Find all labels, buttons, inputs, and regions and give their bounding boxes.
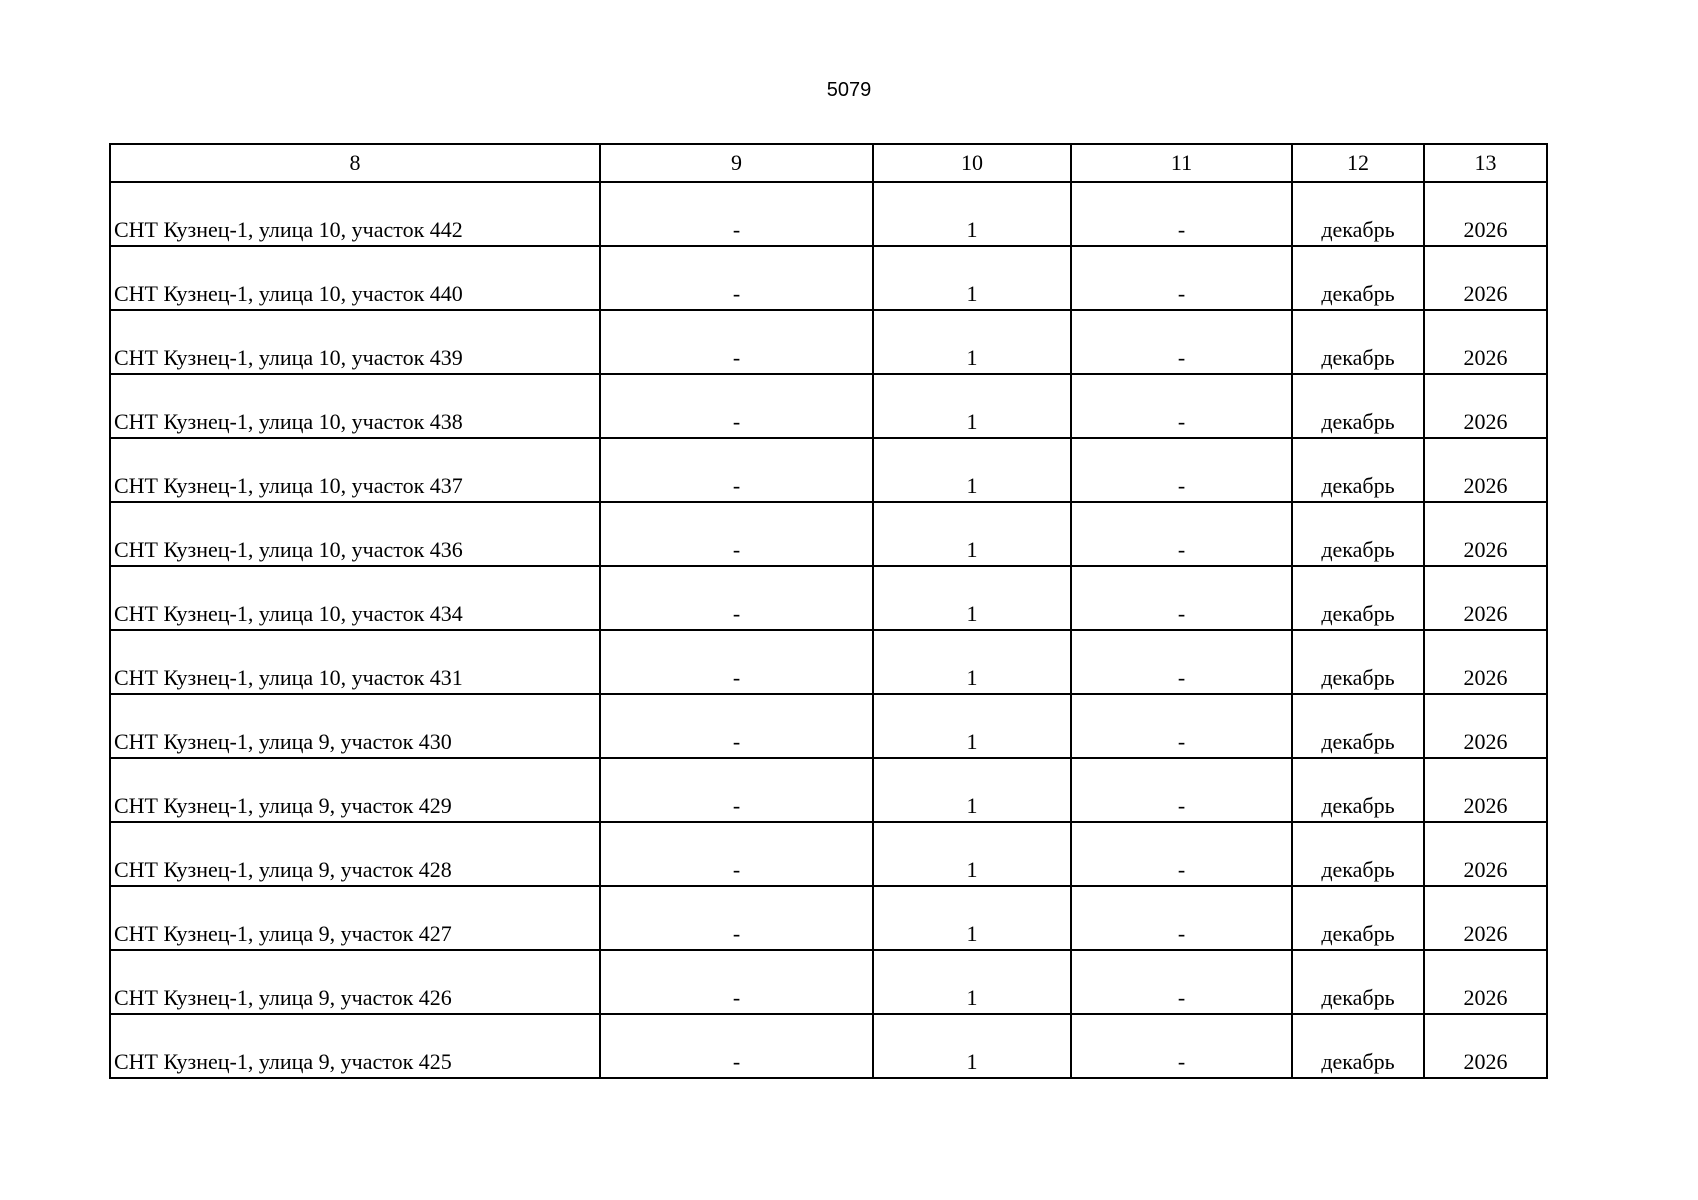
year-cell: 2026	[1424, 886, 1547, 950]
table-row	[110, 822, 1547, 886]
address-cell: СНТ Кузнец-1, улица 9, участок 425	[110, 1014, 600, 1078]
table-row	[110, 246, 1547, 310]
table-row	[110, 886, 1547, 950]
col-11-cell: -	[1071, 950, 1292, 1014]
col-9-cell: -	[600, 694, 873, 758]
address-cell: СНТ Кузнец-1, улица 10, участок 436	[110, 502, 600, 566]
table-row	[110, 950, 1547, 1014]
col-10-cell: 1	[873, 822, 1071, 886]
month-cell: декабрь	[1292, 886, 1424, 950]
address-cell: СНТ Кузнец-1, улица 10, участок 438	[110, 374, 600, 438]
table-header	[110, 144, 1547, 182]
table-row	[110, 758, 1547, 822]
col-11-cell: -	[1071, 758, 1292, 822]
month-cell: декабрь	[1292, 182, 1424, 246]
table-body	[110, 182, 1547, 1078]
table-row	[110, 310, 1547, 374]
year-cell: 2026	[1424, 566, 1547, 630]
col-9-cell: -	[600, 630, 873, 694]
col-11-cell: -	[1071, 246, 1292, 310]
address-cell: СНТ Кузнец-1, улица 9, участок 426	[110, 950, 600, 1014]
year-cell: 2026	[1424, 950, 1547, 1014]
address-cell: СНТ Кузнец-1, улица 9, участок 429	[110, 758, 600, 822]
year-cell: 2026	[1424, 246, 1547, 310]
year-cell: 2026	[1424, 374, 1547, 438]
year-cell: 2026	[1424, 502, 1547, 566]
month-cell: декабрь	[1292, 310, 1424, 374]
col-11-cell: -	[1071, 182, 1292, 246]
month-cell: декабрь	[1292, 758, 1424, 822]
table-row	[110, 1014, 1547, 1078]
table-row	[110, 566, 1547, 630]
col-11-cell: -	[1071, 374, 1292, 438]
header-row	[110, 144, 1547, 182]
year-cell: 2026	[1424, 182, 1547, 246]
month-cell: декабрь	[1292, 822, 1424, 886]
col-9-cell: -	[600, 310, 873, 374]
col-9-cell: -	[600, 374, 873, 438]
column-header: 8	[110, 144, 600, 182]
data-table	[109, 143, 1548, 1079]
address-cell: СНТ Кузнец-1, улица 9, участок 427	[110, 886, 600, 950]
col-10-cell: 1	[873, 950, 1071, 1014]
month-cell: декабрь	[1292, 246, 1424, 310]
col-10-cell: 1	[873, 758, 1071, 822]
col-9-cell: -	[600, 182, 873, 246]
year-cell: 2026	[1424, 630, 1547, 694]
col-10-cell: 1	[873, 182, 1071, 246]
table-row	[110, 694, 1547, 758]
year-cell: 2026	[1424, 822, 1547, 886]
col-10-cell: 1	[873, 630, 1071, 694]
address-cell: СНТ Кузнец-1, улица 9, участок 430	[110, 694, 600, 758]
col-10-cell: 1	[873, 566, 1071, 630]
year-cell: 2026	[1424, 1014, 1547, 1078]
column-header: 10	[873, 144, 1071, 182]
col-10-cell: 1	[873, 502, 1071, 566]
month-cell: декабрь	[1292, 438, 1424, 502]
col-11-cell: -	[1071, 630, 1292, 694]
page-number: 5079	[826, 79, 872, 101]
col-11-cell: -	[1071, 1014, 1292, 1078]
month-cell: декабрь	[1292, 630, 1424, 694]
col-9-cell: -	[600, 822, 873, 886]
col-10-cell: 1	[873, 886, 1071, 950]
column-header: 11	[1071, 144, 1292, 182]
col-10-cell: 1	[873, 246, 1071, 310]
col-11-cell: -	[1071, 438, 1292, 502]
col-10-cell: 1	[873, 310, 1071, 374]
month-cell: декабрь	[1292, 566, 1424, 630]
col-11-cell: -	[1071, 310, 1292, 374]
col-9-cell: -	[600, 1014, 873, 1078]
table-row	[110, 374, 1547, 438]
month-cell: декабрь	[1292, 950, 1424, 1014]
month-cell: декабрь	[1292, 502, 1424, 566]
month-cell: декабрь	[1292, 374, 1424, 438]
column-header: 12	[1292, 144, 1424, 182]
address-cell: СНТ Кузнец-1, улица 10, участок 434	[110, 566, 600, 630]
col-9-cell: -	[600, 886, 873, 950]
col-11-cell: -	[1071, 502, 1292, 566]
address-cell: СНТ Кузнец-1, улица 10, участок 442	[110, 182, 600, 246]
month-cell: декабрь	[1292, 1014, 1424, 1078]
month-cell: декабрь	[1292, 694, 1424, 758]
table-row	[110, 502, 1547, 566]
address-cell: СНТ Кузнец-1, улица 10, участок 437	[110, 438, 600, 502]
table-row	[110, 630, 1547, 694]
col-10-cell: 1	[873, 374, 1071, 438]
address-cell: СНТ Кузнец-1, улица 10, участок 439	[110, 310, 600, 374]
column-header: 13	[1424, 144, 1547, 182]
year-cell: 2026	[1424, 438, 1547, 502]
col-9-cell: -	[600, 950, 873, 1014]
col-9-cell: -	[600, 502, 873, 566]
table-row	[110, 182, 1547, 246]
col-10-cell: 1	[873, 694, 1071, 758]
col-11-cell: -	[1071, 822, 1292, 886]
year-cell: 2026	[1424, 310, 1547, 374]
col-11-cell: -	[1071, 694, 1292, 758]
year-cell: 2026	[1424, 758, 1547, 822]
col-11-cell: -	[1071, 566, 1292, 630]
year-cell: 2026	[1424, 694, 1547, 758]
address-cell: СНТ Кузнец-1, улица 9, участок 428	[110, 822, 600, 886]
address-cell: СНТ Кузнец-1, улица 10, участок 440	[110, 246, 600, 310]
col-9-cell: -	[600, 758, 873, 822]
column-header: 9	[600, 144, 873, 182]
col-11-cell: -	[1071, 886, 1292, 950]
col-9-cell: -	[600, 438, 873, 502]
col-9-cell: -	[600, 566, 873, 630]
col-10-cell: 1	[873, 438, 1071, 502]
col-9-cell: -	[600, 246, 873, 310]
col-10-cell: 1	[873, 1014, 1071, 1078]
address-cell: СНТ Кузнец-1, улица 10, участок 431	[110, 630, 600, 694]
table-row	[110, 438, 1547, 502]
